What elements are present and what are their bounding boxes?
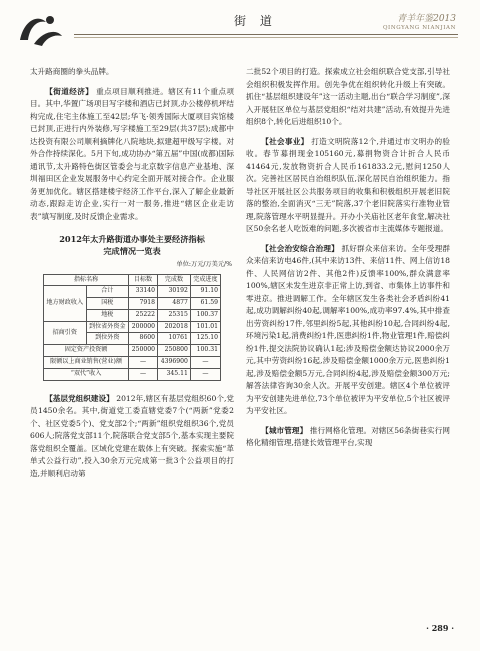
table-cell: 合计 bbox=[86, 286, 129, 298]
table-cell: 招商引资 bbox=[44, 321, 87, 345]
table-cell: 固定资产投资额 bbox=[44, 345, 129, 357]
table-cell: 345.11 bbox=[157, 368, 190, 380]
table-cell: 200000 bbox=[129, 321, 158, 333]
social-paragraph: 【社会事业】 打造文明院落12个,并通过市文明办的验收。春节募捐现金105160元,募捐物资合计折合人民币41464元,发放物资折合人民币161833.2元,慰问1250人次。完善社区居民自治组织队伍,深化居民自治组织能力。指导社区开展社区公共服务项目的收集和积极组织开展老旧院落的整治,全面消灭“三无”院落,37个老旧院落实行准物业管理,院落管理水平明显提升。开办小关庙社区老年食堂,解决社区50余名老人吃饭难的问题,多次被省市主流媒体专题报道。 bbox=[246, 136, 450, 233]
table-cell: 202018 bbox=[157, 321, 190, 333]
yearbook-pinyin: QINGYANG NIANJIAN bbox=[382, 25, 456, 31]
yearbook-logo bbox=[16, 10, 66, 48]
safety-paragraph: 【社会治安综合治理】 抓好群众来信来访。全年受理群众来信来访电46件,(其中来访13件、来信11件、网上信访18件、人民网信访2件、其他2件)反馈率100%,群众满意率100%,辖区未发生进京非正常上访,到省、市集体上访事件和零进京。推进调解工作。全年辖区发生各类社会矛盾纠纷41起,成功调解纠纷40起,调解率100%,成功率97.4%,其中排查出劳资纠纷17件,邻里纠纷5起,其他纠纷10起,合同纠纷4起,环境污染1起,消费纠纷1件,医患纠纷1件,物业管理1件,赔偿纠纷1件,提交法院协议确认1起;涉及赔偿金额达协议2000余万元,其中劳资纠纷16起,涉及赔偿金额1000余万元,医患纠纷1起,涉及赔偿金额5万元,合同纠纷4起,涉及赔偿金额300万元;解答法律咨询30余人次。开展平安创建。辖区4个单位被评为平安创建先进单位,73个单位被评为平安单位,5个社区被评为平安社区。 bbox=[246, 243, 451, 415]
table-cell: 10761 bbox=[157, 333, 190, 345]
page-header bbox=[0, 0, 480, 58]
economic-indicators-table bbox=[43, 274, 221, 381]
section-title: 街 道 bbox=[234, 14, 277, 28]
table-header: 完成数 bbox=[157, 274, 190, 286]
table-row bbox=[44, 321, 221, 333]
table-row bbox=[44, 345, 221, 357]
table-row bbox=[44, 368, 221, 380]
table-header: 指标名称 bbox=[44, 274, 129, 286]
table-row bbox=[44, 286, 221, 298]
city-heading: 【城市管理】 bbox=[261, 425, 308, 435]
table-cell: “双代”收入 bbox=[44, 368, 129, 380]
table-unit: 单位:万元/万美元/% bbox=[176, 261, 232, 268]
table-cell: 250800 bbox=[157, 345, 190, 357]
table-header-row bbox=[44, 274, 221, 286]
table-cell: 4877 bbox=[157, 298, 190, 310]
table-title: 2012年太升路街道办事处主要经济指标 完成情况一览表 bbox=[59, 234, 205, 256]
social-heading: 【社会事业】 bbox=[261, 136, 309, 146]
table-cell: 25315 bbox=[157, 309, 190, 321]
right-column bbox=[246, 66, 450, 450]
party-continued-paragraph: 二批52个项目的打造。探索成立社会组织联合党支部,引导社会组织积极发挥作用。创先争优在组织转化升级上有突破。抓住“基层组织建设年”这一活动主题,出台“联合学习制度”,深入开展驻区单位与基层党组织“结对共建”活动,有效提升先进组织8个,转化后进组织10个。 bbox=[246, 67, 450, 126]
party-paragraph: 【基层党组织建设】 2012年,辖区有基层党组织60个,党员1450余名。其中,街道党工委直辖党委7个(“两新”党委2个、社区党委5个)、党支部2个;“两新”组织党组织36个,党员606人;院落党支部11个,院落联合党支部5个,基本实现主要院落党组织全覆盖。区域化党建在载体上有突破。探索实施“革单式公益行动”,投入30余万元完成第一批3个公益项目的打造,并顺利启动第 bbox=[30, 393, 234, 478]
table-cell: 7918 bbox=[129, 298, 158, 310]
table-cell: 100.37 bbox=[190, 309, 220, 321]
table-header: 目标数 bbox=[129, 274, 158, 286]
city-paragraph: 【城市管理】 推行网格化管理。对辖区56条街巷实行网格化精细管理,搭建长效管理平台,实现 bbox=[246, 425, 450, 447]
header-rule-thin bbox=[74, 37, 458, 38]
table-cell: 25222 bbox=[129, 309, 158, 321]
table-cell: — bbox=[190, 357, 220, 369]
left-column bbox=[30, 66, 234, 480]
table-cell: 100.31 bbox=[190, 345, 220, 357]
intro-paragraph: 太升路商圈的拳头品牌。 bbox=[30, 67, 114, 76]
table-cell: 61.59 bbox=[190, 298, 220, 310]
table-cell: 125.10 bbox=[190, 333, 220, 345]
economy-paragraph: 【街道经济】 重点项目顺利推进。辖区有11个重点项目。其中,华置广场项目写字楼和酒店已封顶,办公楼停机坪结构完成,住宅主体施工至42层;华飞·领秀国际大厦项目宾馆楼已封顶,正进行内外装修,写字楼施工至29层(共37层);成都中达投资有限公司顺利摘牌化八院地块,拟建超甲级写字楼。对外合作持续深化。5月下旬,成功协办“第五届”中国(成都)国际通讯节,太升路特色街区管委会与北京数字信息产业基地、深圳福田区企业发展服务中心约定全面开展对接合作。企业服务更加优化。辖区搭建楼宇经济工作平台,深入了解企业最新动态,跟踪走访企业,实行一对一服务,推进“辖区企业走访表”填写制度,及时反馈企业需求。 bbox=[30, 86, 235, 221]
economy-heading: 【街道经济】 bbox=[45, 86, 94, 96]
table-cell: 30192 bbox=[157, 286, 190, 298]
table-cell: 91.10 bbox=[190, 286, 220, 298]
table-cell: — bbox=[129, 357, 158, 369]
safety-heading: 【社会治安综合治理】 bbox=[261, 243, 339, 253]
table-cell: — bbox=[190, 368, 220, 380]
table-row bbox=[44, 357, 221, 369]
table-cell: — bbox=[129, 368, 158, 380]
table-cell: 地税 bbox=[86, 309, 129, 321]
table-cell: 101.01 bbox=[190, 321, 220, 333]
table-cell: 地方财政收入 bbox=[44, 286, 87, 321]
yearbook-title: 青羊年鉴2013 bbox=[397, 14, 456, 24]
party-heading: 【基层党组织建设】 bbox=[45, 393, 114, 403]
table-cell: 33140 bbox=[129, 286, 158, 298]
table-cell: 250000 bbox=[129, 345, 158, 357]
page-number: · 289 · bbox=[426, 623, 454, 633]
table-cell: 到位省外资金 bbox=[86, 321, 129, 333]
table-cell: 限额以上商业销售(营业)额 bbox=[44, 357, 129, 369]
table-header: 完成进度 bbox=[190, 274, 220, 286]
table-cell: 国税 bbox=[86, 298, 129, 310]
table-cell: 4396900 bbox=[157, 357, 190, 369]
header-rule bbox=[74, 34, 458, 35]
table-cell: 8600 bbox=[129, 333, 158, 345]
table-cell: 到位外资 bbox=[86, 333, 129, 345]
